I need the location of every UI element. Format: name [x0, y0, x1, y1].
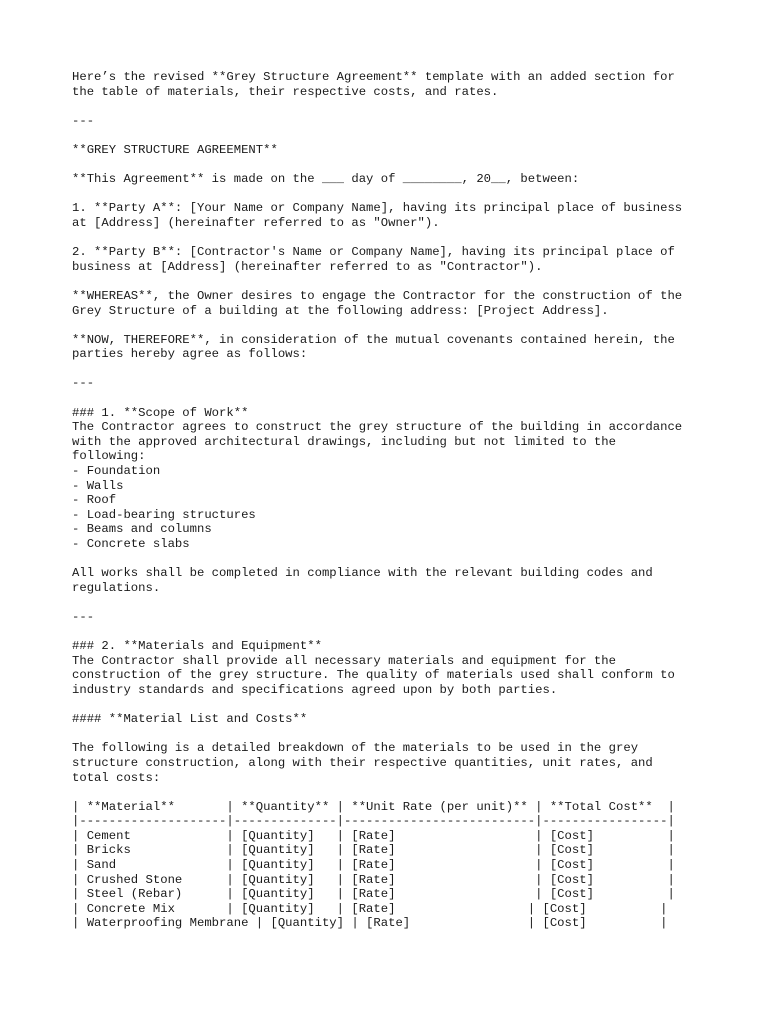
list-item: - Foundation	[72, 464, 161, 479]
agreement-date-line: **This Agreement** is made on the ___ day of ________, 20__, between:	[72, 172, 580, 187]
compliance-line: regulations.	[72, 580, 161, 595]
agreement-title: **GREY STRUCTURE AGREEMENT**	[72, 142, 278, 157]
list-item: - Walls	[72, 478, 124, 493]
now-therefore-line: parties hereby agree as follows:	[72, 347, 308, 362]
list-item: - Concrete slabs	[72, 537, 190, 551]
section-body-line: with the approved architectural drawings, including but not limited to the	[72, 434, 616, 449]
separator: ---	[72, 609, 95, 624]
table-row: | Waterproofing Membrane | [Quantity] | [Rate] | [Cost] |	[72, 916, 668, 931]
table-row: | Concrete Mix | [Quantity] | [Rate] | [Cost] |	[72, 901, 668, 916]
party-a-line: 1. **Party A**: [Your Name or Company Name], having its principal place of business	[72, 201, 683, 216]
document-page	[72, 70, 712, 931]
materials-table	[72, 800, 712, 931]
section-heading: ### 2. **Materials and Equipment**	[72, 639, 322, 654]
subsection-heading: #### **Material List and Costs**	[72, 712, 308, 727]
section-body-line: The Contractor shall provide all necessary materials and equipment for the	[72, 653, 616, 668]
table-row: | Cement | [Quantity] | [Rate] | [Cost] |	[72, 828, 675, 843]
table-intro-line: The following is a detailed breakdown of the materials to be used in the grey	[72, 741, 639, 756]
now-therefore-line: **NOW, THEREFORE**, in consideration of the mutual covenants contained herein, the	[72, 332, 675, 347]
party-b-line: business at [Address] (hereinafter referred to as "Contractor").	[72, 259, 543, 274]
table-row: | Crushed Stone | [Quantity] | [Rate] | [Cost] |	[72, 872, 675, 887]
table-intro-line: structure construction, along with their respective quantities, unit rates, and	[72, 755, 653, 770]
table-intro-line: total costs:	[72, 770, 161, 785]
table-divider-row: |--------------------|--------------|--------------------------|-----------------|	[72, 814, 675, 829]
party-a-line: at [Address] (hereinafter referred to as "Owner").	[72, 215, 440, 230]
separator: ---	[72, 376, 95, 391]
table-row: | Sand | [Quantity] | [Rate] | [Cost] |	[72, 858, 675, 873]
table-row: | Steel (Rebar) | [Quantity] | [Rate] | [Cost] |	[72, 887, 675, 902]
list-item: - Load-bearing structures	[72, 507, 256, 522]
section-body-line: The Contractor agrees to construct the grey structure of the building in accordance	[72, 420, 683, 435]
section-heading: ### 1. **Scope of Work**	[72, 405, 249, 420]
intro-line: Here’s the revised **Grey Structure Agreement** template with an added section for	[72, 70, 675, 84]
compliance-line: All works shall be completed in compliance with the relevant building codes and	[72, 566, 653, 581]
table-header-row: | **Material** | **Quantity** | **Unit Rate (per unit)** | **Total Cost** |	[72, 799, 675, 814]
separator: ---	[72, 113, 95, 128]
section-body-line: industry standards and specifications agreed upon by both parties.	[72, 682, 558, 697]
whereas-line: Grey Structure of a building at the following address: [Project Address].	[72, 303, 609, 318]
whereas-line: **WHEREAS**, the Owner desires to engage the Contractor for the construction of the	[72, 288, 683, 303]
intro-line: the table of materials, their respective costs, and rates.	[72, 84, 499, 99]
section-body-line: construction of the grey structure. The quality of materials used shall conform to	[72, 668, 675, 683]
list-item: - Roof	[72, 493, 117, 508]
section-body-line: following:	[72, 449, 146, 464]
party-b-line: 2. **Party B**: [Contractor's Name or Company Name], having its principal place of	[72, 245, 675, 260]
table-row: | Bricks | [Quantity] | [Rate] | [Cost] |	[72, 843, 675, 858]
list-item: - Beams and columns	[72, 522, 212, 537]
